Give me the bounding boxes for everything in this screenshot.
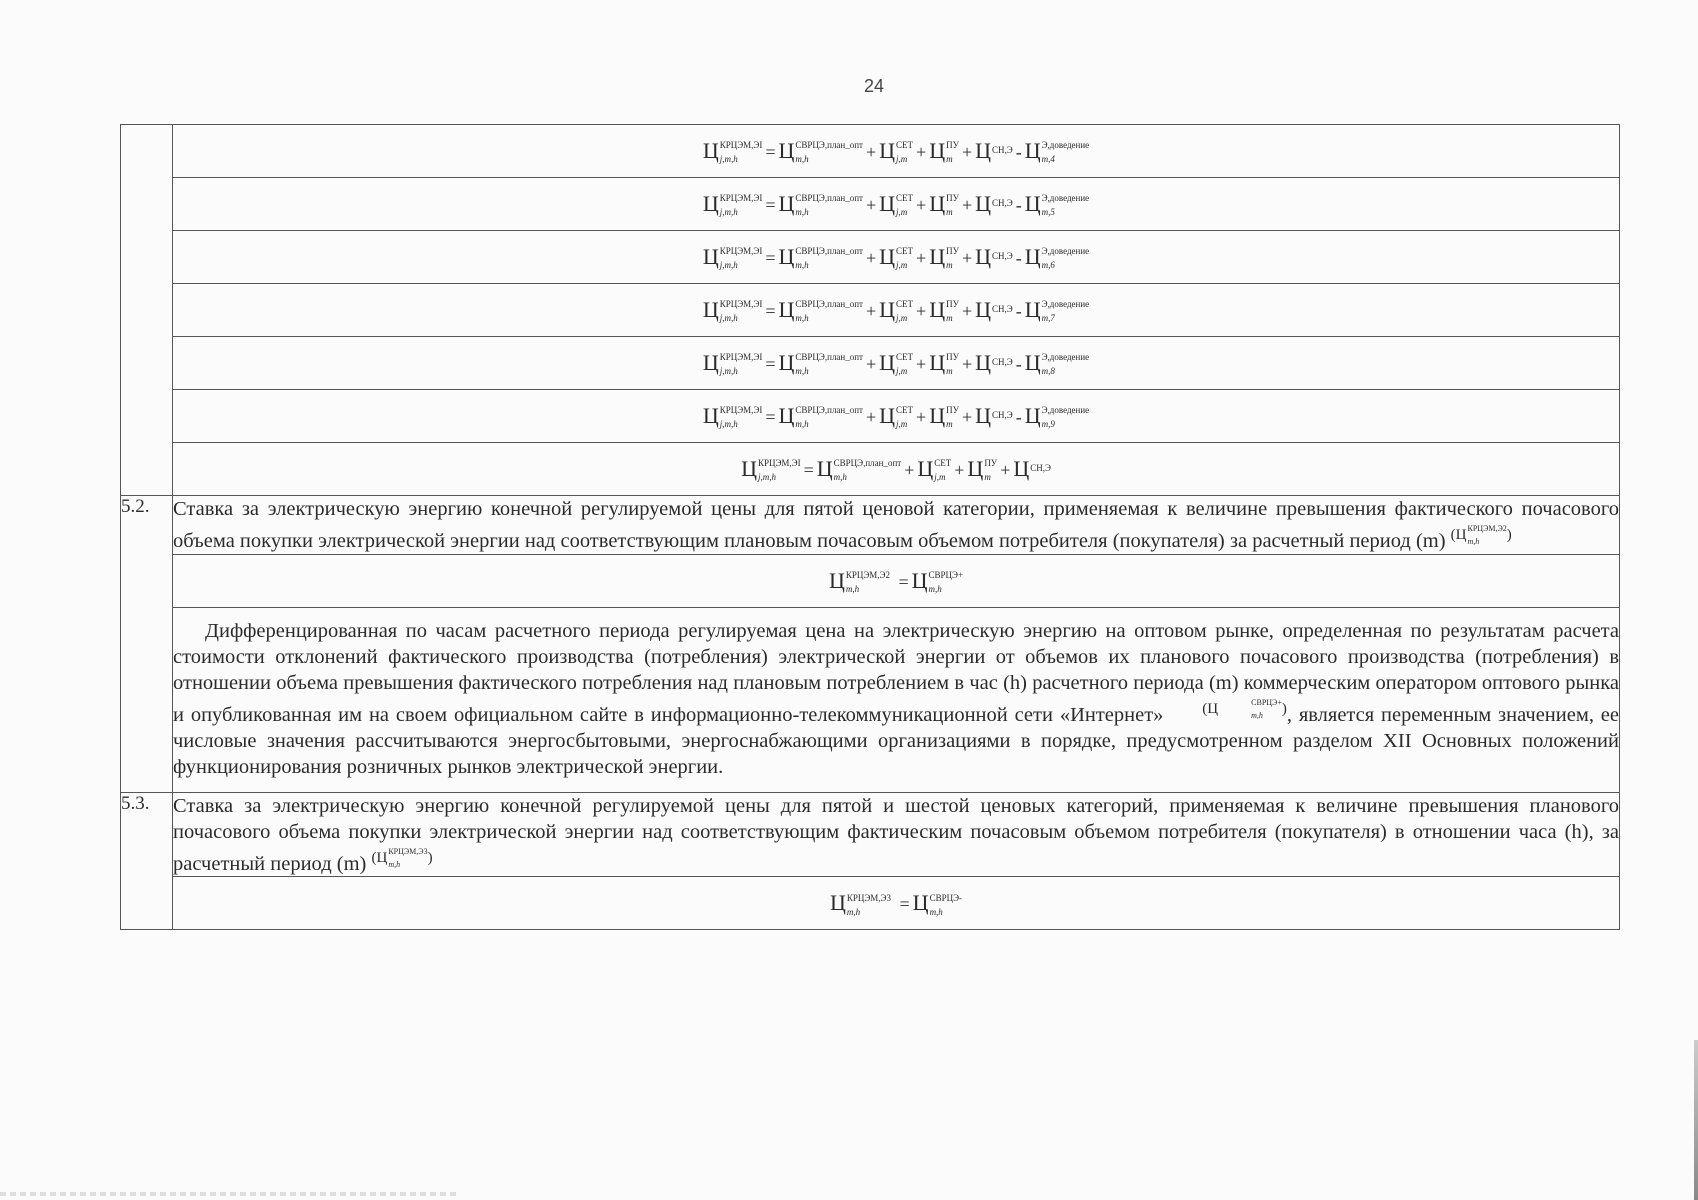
formula-row xyxy=(121,390,1620,443)
symbol-reference: (Ц КРЦЭМ,Э2 m,h ) xyxy=(1450,524,1512,547)
formula: Ц КРЦЭМ,ЭI j,m,h = Ц СВРЦЭ,план_опт m,h + Ц СЕТ j,m + Ц ПУ m + Ц СН,Э - Ц Э,доведение m,7 xyxy=(702,296,1090,324)
formula-cell xyxy=(173,178,1620,231)
section-number: 5.3. xyxy=(121,792,173,930)
scan-footer-artifact xyxy=(0,1192,460,1196)
formula-cell xyxy=(173,231,1620,284)
formula: Ц КРЦЭМ,ЭI j,m,h = Ц СВРЦЭ,план_опт m,h + Ц СЕТ j,m + Ц ПУ m + Ц СН,Э - Ц Э,доведение m,9 xyxy=(702,402,1090,430)
formula: Ц КРЦЭМ,Э3 m,h = Ц СВРЦЭ- m,h xyxy=(829,890,963,917)
formula-cell xyxy=(173,390,1620,443)
section-5-2-row xyxy=(121,496,1620,555)
formula: Ц КРЦЭМ,ЭI j,m,h = Ц СВРЦЭ,план_опт m,h + Ц СЕТ j,m + Ц ПУ m + Ц СН,Э - Ц Э,доведение m,8 xyxy=(702,349,1090,377)
section-number-empty xyxy=(121,125,173,496)
formula-table xyxy=(120,124,1620,930)
symbol-reference: (Ц КРЦЭМ,Э3 m,h ) xyxy=(371,846,433,869)
formula-cell xyxy=(173,877,1620,930)
section-text: Ставка за электрическую энергию конечной регулируемой цены для пятой ценовой категории, применяемая к величине превышения фактического почасового объема покупки электрической энергии над соответствующим плановым почасовым объемом потребителя (покупателя) за расчетный период (m) xyxy=(173,498,1619,552)
formula: Ц КРЦЭМ,ЭI j,m,h = Ц СВРЦЭ,план_опт m,h + Ц СЕТ j,m + Ц ПУ m + Ц СН,Э - Ц Э,доведение m,5 xyxy=(702,190,1090,218)
formula: Ц КРЦЭМ,Э2 m,h = Ц СВРЦЭ+ m,h xyxy=(828,567,964,595)
section-text: Ставка за электрическую энергию конечной регулируемой цены для пятой и шестой ценовых категорий, применяемая к величине превышения планового почасового объема покупки электрической энергии над соответствующим фактическим почасовым объемом потребителя (покупателя) в отношении часа (h), за расчетный период (m) xyxy=(173,794,1619,875)
formula-cell xyxy=(173,443,1620,496)
formula-row-5-2 xyxy=(121,554,1620,607)
section-number: 5.2. xyxy=(121,496,173,793)
scan-edge-artifact xyxy=(1694,1040,1698,1200)
formula-row xyxy=(121,284,1620,337)
formula: Ц КРЦЭМ,ЭI j,m,h = Ц СВРЦЭ,план_опт m,h + Ц СЕТ j,m + Ц ПУ m + Ц СН,Э - Ц Э,доведение m,6 xyxy=(702,243,1090,271)
formula-cell xyxy=(173,554,1620,607)
paragraph-cell xyxy=(173,607,1620,792)
formula-row xyxy=(121,337,1620,390)
formula-cell xyxy=(173,125,1620,178)
formula-cell xyxy=(173,284,1620,337)
section-5-2-paragraph-row xyxy=(121,607,1620,792)
formula-cell xyxy=(173,337,1620,390)
formula-row xyxy=(121,178,1620,231)
section-5-3-text-cell xyxy=(173,792,1620,877)
formula-row xyxy=(121,443,1620,496)
formula: Ц КРЦЭМ,ЭI j,m,h = Ц СВРЦЭ,план_опт m,h + Ц СЕТ j,m + Ц ПУ m + Ц СН,Э xyxy=(741,455,1051,483)
formula-row xyxy=(121,125,1620,178)
paragraph-text: Дифференцированная по часам расчетного периода регулируемая цена на электрическую энергию на оптовом рынке, определенная по результатам расчета стоимости отклонений фактического производства (потребления) электрической энергии от объемов их планового почасового производства (потребления) в отношении объема превышения фактического потребления над плановым потреблением в час (h) расчетного периода (m) коммерческим оператором оптового рынка и опубликованная им на своем официальном сайте в информационно-телекоммуникационной сети «Интернет» xyxy=(173,619,1619,726)
formula-row-5-3 xyxy=(121,877,1620,930)
section-5-2-text-cell xyxy=(173,496,1620,555)
section-5-3-row xyxy=(121,792,1620,877)
page-number: 24 xyxy=(863,76,885,96)
formula-table-body xyxy=(121,125,1620,930)
formula-row xyxy=(121,231,1620,284)
paragraph-text: , является переменным значением, ее числовые значения рассчитываются энергосбытовыми, энергоснабжающими организациями в порядке, предусмотренном разделом XII Основных положений функционирования розничных рынков электрической энергии. xyxy=(173,703,1619,778)
symbol-reference: (Ц СВРЦЭ+ m,h ) xyxy=(1202,697,1287,720)
formula: Ц КРЦЭМ,ЭI j,m,h = Ц СВРЦЭ,план_опт m,h + Ц СЕТ j,m + Ц ПУ m + Ц СН,Э - Ц Э,доведение m,4 xyxy=(702,137,1090,165)
